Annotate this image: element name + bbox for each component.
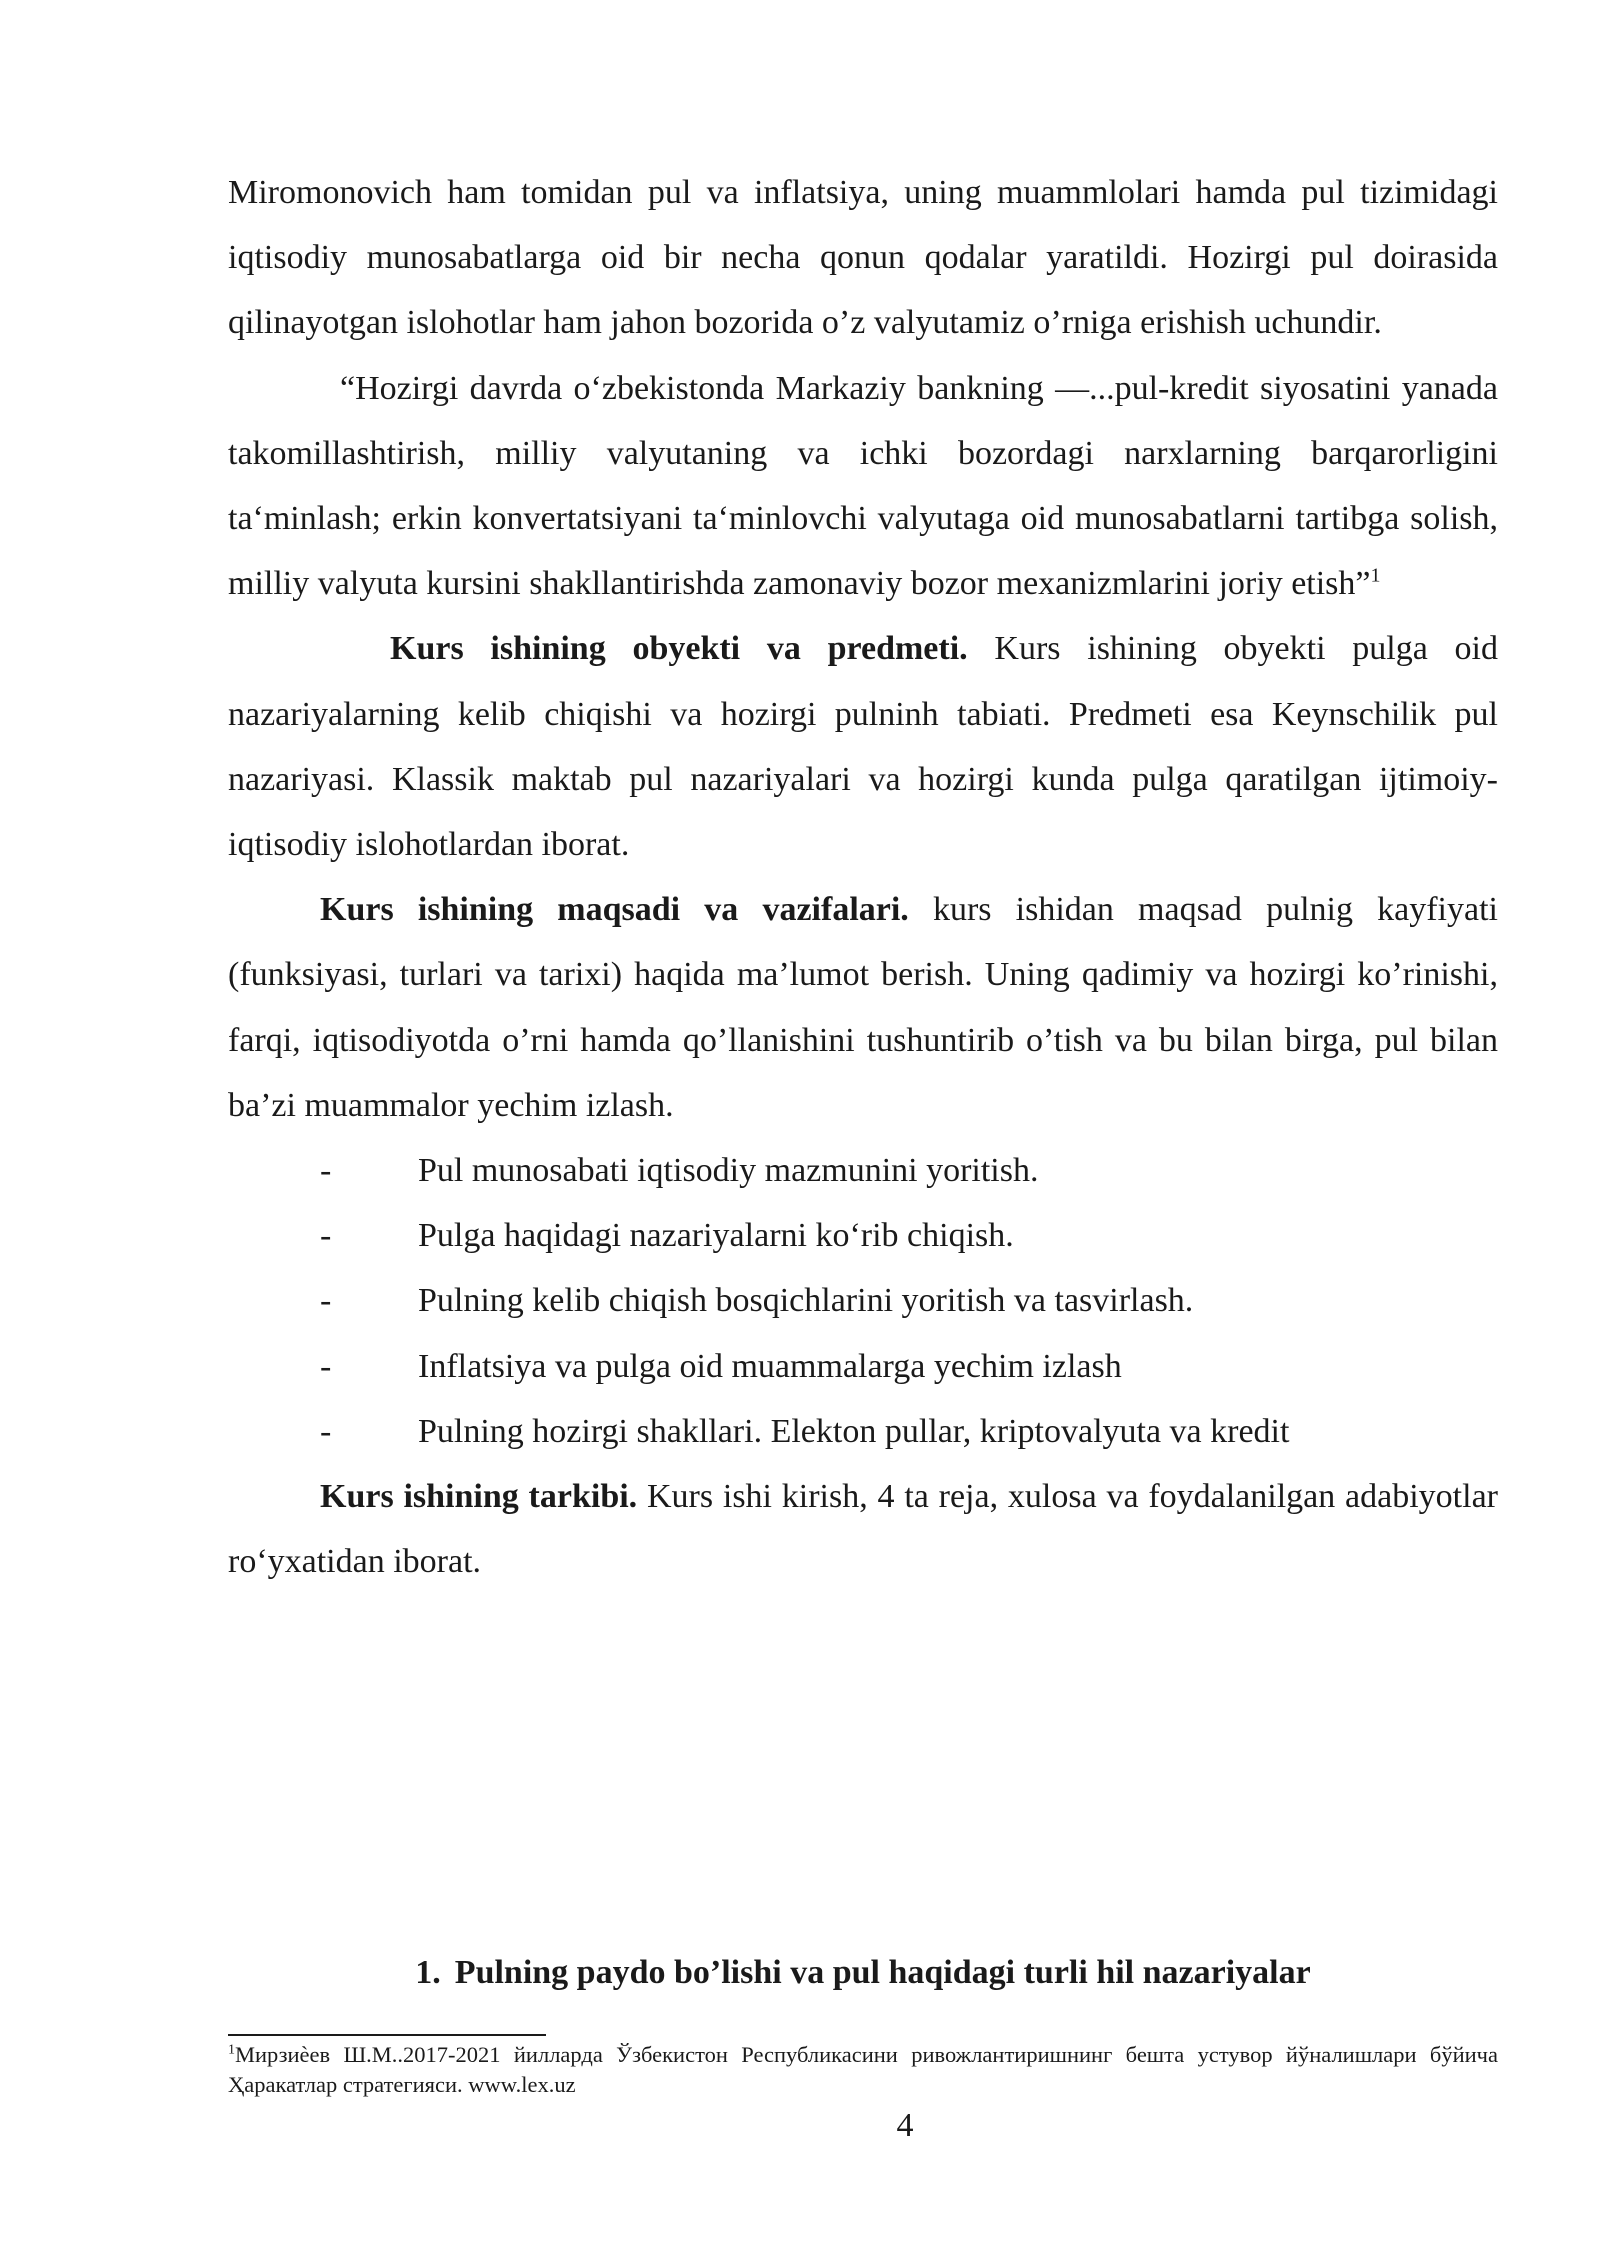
paragraph-structure <box>228 1464 1498 1594</box>
list-item <box>228 1203 1498 1268</box>
list-item <box>228 1268 1498 1333</box>
footnote-marker: 1 <box>228 2042 235 2058</box>
paragraph-object <box>228 616 1498 877</box>
structure-label: Kurs ishining tarkibi. <box>320 1478 638 1516</box>
object-label: Kurs ishining obyekti va predmeti. <box>390 630 968 668</box>
list-item <box>228 1138 1498 1203</box>
section-number: 1. <box>415 1954 441 1991</box>
footnote-reference[interactable]: 1 <box>1370 564 1381 587</box>
structure-text: Kurs ishi kirish, 4 ta reja, xulosa va foydalanilgan adabiyotlar ro‘yxatidan iborat. <box>228 1478 1498 1581</box>
task-list <box>228 1138 1498 1464</box>
object-text: Kurs ishining obyekti pulga oid nazariyalarning kelib chiqishi va hozirgi pulninh tabiati. Predmeti esa Keynschilik pul nazariyasi. Klassik maktab pul nazariyalari va hozirgi kunda pulga qaratilgan ijtimoiy-iqtisodiy islohotlardan iborat. <box>228 630 1498 864</box>
goals-text: kurs ishidan maqsad pulnig kayfiyati (funksiyasi, turlari va tarixi) haqida ma’lumot berish. Uning qadimiy va hozirgi ko’rinishi, farqi, iqtisodiyotda o’rni hamda qo’llanishini tushuntirib o’tish va bu bilan birga, pul bilan ba’zi muammalor yechim izlash. <box>228 891 1498 1124</box>
page-number: 4 <box>896 2107 914 2144</box>
list-item-text: Pulning hozirgi shakllari. Elekton pullar, kriptovalyuta va kredit <box>418 1412 1290 1450</box>
body-text <box>228 160 1498 1594</box>
paragraph-intro: Miromonovich ham tomidan pul va inflatsiya, uning muammlolari hamda pul tizimidagi iqtisodiy munosabatlarga oid bir necha qonun qodalar yaratildi. Hozirgi pul doirasida qilinayotgan islohotlar ham jahon bozorida o’z valyutamiz o’rniga erishish uchundir. <box>228 174 1498 342</box>
goals-label: Kurs ishining maqsadi va vazifalari. <box>320 891 909 929</box>
section-title: Pulning paydo bo’lishi va pul haqidagi turli hil nazariyalar <box>454 1954 1311 1991</box>
list-dash: - <box>320 1282 332 1320</box>
paragraph-goals <box>228 877 1498 1138</box>
list-item-text: Pulning kelib chiqish bosqichlarini yoritish va tasvirlash. <box>418 1282 1194 1320</box>
list-dash: - <box>320 1412 332 1450</box>
list-dash: - <box>320 1347 332 1385</box>
list-dash: - <box>320 1152 332 1190</box>
list-item-text: Inflatsiya va pulga oid muammalarga yechim izlash <box>418 1347 1122 1385</box>
list-item <box>228 1334 1498 1399</box>
footnote-divider <box>228 2034 546 2036</box>
list-item-text: Pulga haqidagi nazariyalarni ko‘rib chiqish. <box>418 1217 1014 1255</box>
footnote-text: Мирзиѐев Ш.М..2017-2021 йилларда Ўзбекистон Республикасини ривожлантиришнинг бешта устувор йўналишлари бўйича Ҳаракатлар стратегияси. www.lex.uz <box>228 2042 1498 2097</box>
footnote <box>228 2040 1498 2100</box>
paragraph-quote <box>228 356 1498 617</box>
quote-text: “Hozirgi davrda o‘zbekistonda Markaziy bankning —...pul-kredit siyosatini yanada takomillashtirish, milliy valyutaning va ichki bozordagi narxlarning barqarorligini ta‘minlash; erkin konvertatsiyani ta‘minlovchi valyutaga oid munosabatlarni tartibga solish, milliy valyuta kursini shakllantirishda zamonaviy bozor mexanizmlarini joriy etish” <box>228 369 1498 603</box>
list-item-text: Pul munosabati iqtisodiy mazmunini yoritish. <box>418 1152 1039 1190</box>
list-dash: - <box>320 1217 332 1255</box>
list-item <box>228 1399 1498 1464</box>
section-heading <box>228 1948 1498 1998</box>
